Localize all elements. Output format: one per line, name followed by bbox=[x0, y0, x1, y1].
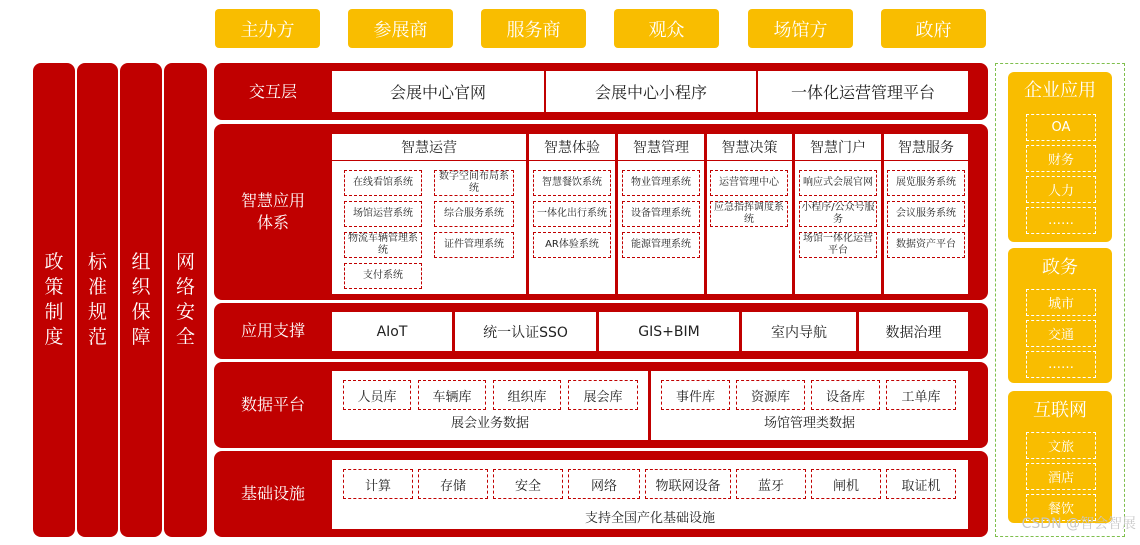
app-logistics-vehicle: 物流车辆管理系统 bbox=[344, 232, 422, 258]
db-organizations: 组织库 bbox=[493, 380, 561, 410]
app-online-venue-viewing: 在线看馆系统 bbox=[344, 170, 422, 196]
app-exhibition-services: 展览服务系统 bbox=[887, 170, 965, 196]
pillar-policy: 政策制度 bbox=[33, 63, 75, 537]
side-culture-tourism: 文旅 bbox=[1026, 432, 1096, 459]
side-transport: 交通 bbox=[1026, 320, 1096, 347]
interaction-official-website: 会展中心官网 bbox=[332, 71, 544, 112]
db-personnel: 人员库 bbox=[343, 380, 411, 410]
app-property-management: 物业管理系统 bbox=[622, 170, 700, 196]
interaction-layer-title: 交互层 bbox=[248, 81, 297, 101]
app-responsive-website: 响应式会展官网 bbox=[799, 170, 877, 196]
pillar-network-security: 网络安全 bbox=[164, 63, 207, 537]
pillar-standards: 标准规范 bbox=[77, 63, 118, 537]
side-finance: 财务 bbox=[1026, 145, 1096, 172]
stakeholder-exhibitor: 参展商 bbox=[348, 9, 453, 48]
support-layer-title: 应用支撑 bbox=[240, 321, 305, 340]
side-dining: 餐饮 bbox=[1026, 494, 1096, 521]
interaction-ops-platform: 一体化运营管理平台 bbox=[758, 71, 968, 112]
app-integrated-services: 综合服务系统 bbox=[434, 201, 514, 227]
infrastructure-title: 基础设施 bbox=[240, 484, 305, 503]
app-integrated-travel: 一体化出行系统 bbox=[533, 201, 611, 227]
infra-gates: 闸机 bbox=[811, 469, 881, 499]
app-data-asset-platform: 数据资产平台 bbox=[887, 232, 965, 258]
support-gis-bim: GIS+BIM bbox=[599, 312, 739, 351]
app-conference-services: 会议服务系统 bbox=[887, 201, 965, 227]
side-enterprise-apps-title: 企业应用 bbox=[1024, 80, 1096, 101]
data-platform-title: 数据平台 bbox=[240, 395, 305, 414]
db-vehicles: 车辆库 bbox=[418, 380, 486, 410]
infra-evidence-machine: 取证机 bbox=[886, 469, 956, 499]
side-government-title: 政务 bbox=[1042, 257, 1078, 278]
app-mini-program-service: 小程序/公众号服务 bbox=[799, 201, 877, 227]
side-hr: 人力 bbox=[1026, 176, 1096, 203]
infra-bluetooth: 蓝牙 bbox=[736, 469, 806, 499]
side-hotel: 酒店 bbox=[1026, 463, 1096, 490]
side-oa: OA bbox=[1026, 114, 1096, 141]
interaction-mini-program: 会展中心小程序 bbox=[546, 71, 756, 112]
watermark: CSDN @智会智展 bbox=[1021, 516, 1136, 532]
app-venue-operations: 场馆运营系统 bbox=[344, 201, 422, 227]
side-enterprise-more: …… bbox=[1026, 207, 1096, 234]
support-data-governance: 数据治理 bbox=[859, 312, 968, 351]
db-devices: 设备库 bbox=[811, 380, 880, 410]
infra-compute: 计算 bbox=[343, 469, 413, 499]
side-city: 城市 bbox=[1026, 289, 1096, 316]
app-smart-dining: 智慧餐饮系统 bbox=[533, 170, 611, 196]
side-internet-title: 互联网 bbox=[1033, 400, 1087, 421]
infra-security: 安全 bbox=[493, 469, 563, 499]
data-platform-venue-caption: 场馆管理类数据 bbox=[763, 416, 855, 431]
app-emergency-command: 应急指挥调度系统 bbox=[710, 201, 788, 227]
stakeholder-organizer: 主办方 bbox=[215, 9, 320, 48]
app-venue-integrated-platform: 场馆一体化运营平台 bbox=[799, 232, 877, 258]
app-group-decision-header: 智慧决策 bbox=[707, 134, 792, 161]
support-sso: 统一认证SSO bbox=[455, 312, 596, 351]
infra-network: 网络 bbox=[568, 469, 640, 499]
application-layer-title bbox=[214, 124, 332, 300]
app-digital-space-layout: 数字空间布局系统 bbox=[434, 170, 514, 196]
app-payment: 支付系统 bbox=[344, 263, 422, 289]
db-work-orders: 工单库 bbox=[886, 380, 956, 410]
app-energy-management: 能源管理系统 bbox=[622, 232, 700, 258]
db-exhibitions: 展会库 bbox=[568, 380, 638, 410]
app-equipment-management: 设备管理系统 bbox=[622, 201, 700, 227]
app-group-services-header: 智慧服务 bbox=[884, 134, 968, 161]
app-ops-center: 运营管理中心 bbox=[710, 170, 788, 196]
pillar-organization: 组织保障 bbox=[120, 63, 162, 537]
stakeholder-service-provider: 服务商 bbox=[481, 9, 586, 48]
infrastructure-caption: 支持全国产化基础设施 bbox=[584, 511, 715, 526]
support-indoor-navigation: 室内导航 bbox=[742, 312, 856, 351]
stakeholder-venue: 场馆方 bbox=[748, 9, 853, 48]
app-group-operations-header: 智慧运营 bbox=[332, 134, 526, 161]
app-group-portal-header: 智慧门户 bbox=[795, 134, 881, 161]
db-events: 事件库 bbox=[661, 380, 730, 410]
app-ar-experience: AR体验系统 bbox=[533, 232, 611, 258]
app-group-management-header: 智慧管理 bbox=[618, 134, 704, 161]
infra-iot-devices: 物联网设备 bbox=[645, 469, 731, 499]
support-aiot: AIoT bbox=[332, 312, 452, 351]
app-credential-management: 证件管理系统 bbox=[434, 232, 514, 258]
side-government-more: …… bbox=[1026, 351, 1096, 378]
data-platform-exhibition-caption: 展会业务数据 bbox=[450, 416, 529, 431]
infra-storage: 存储 bbox=[418, 469, 488, 499]
stakeholder-audience: 观众 bbox=[614, 9, 719, 48]
application-layer-title-text: 智慧应用体系 bbox=[240, 191, 305, 232]
app-group-experience-header: 智慧体验 bbox=[529, 134, 615, 161]
db-resources: 资源库 bbox=[736, 380, 805, 410]
stakeholder-government: 政府 bbox=[881, 9, 986, 48]
